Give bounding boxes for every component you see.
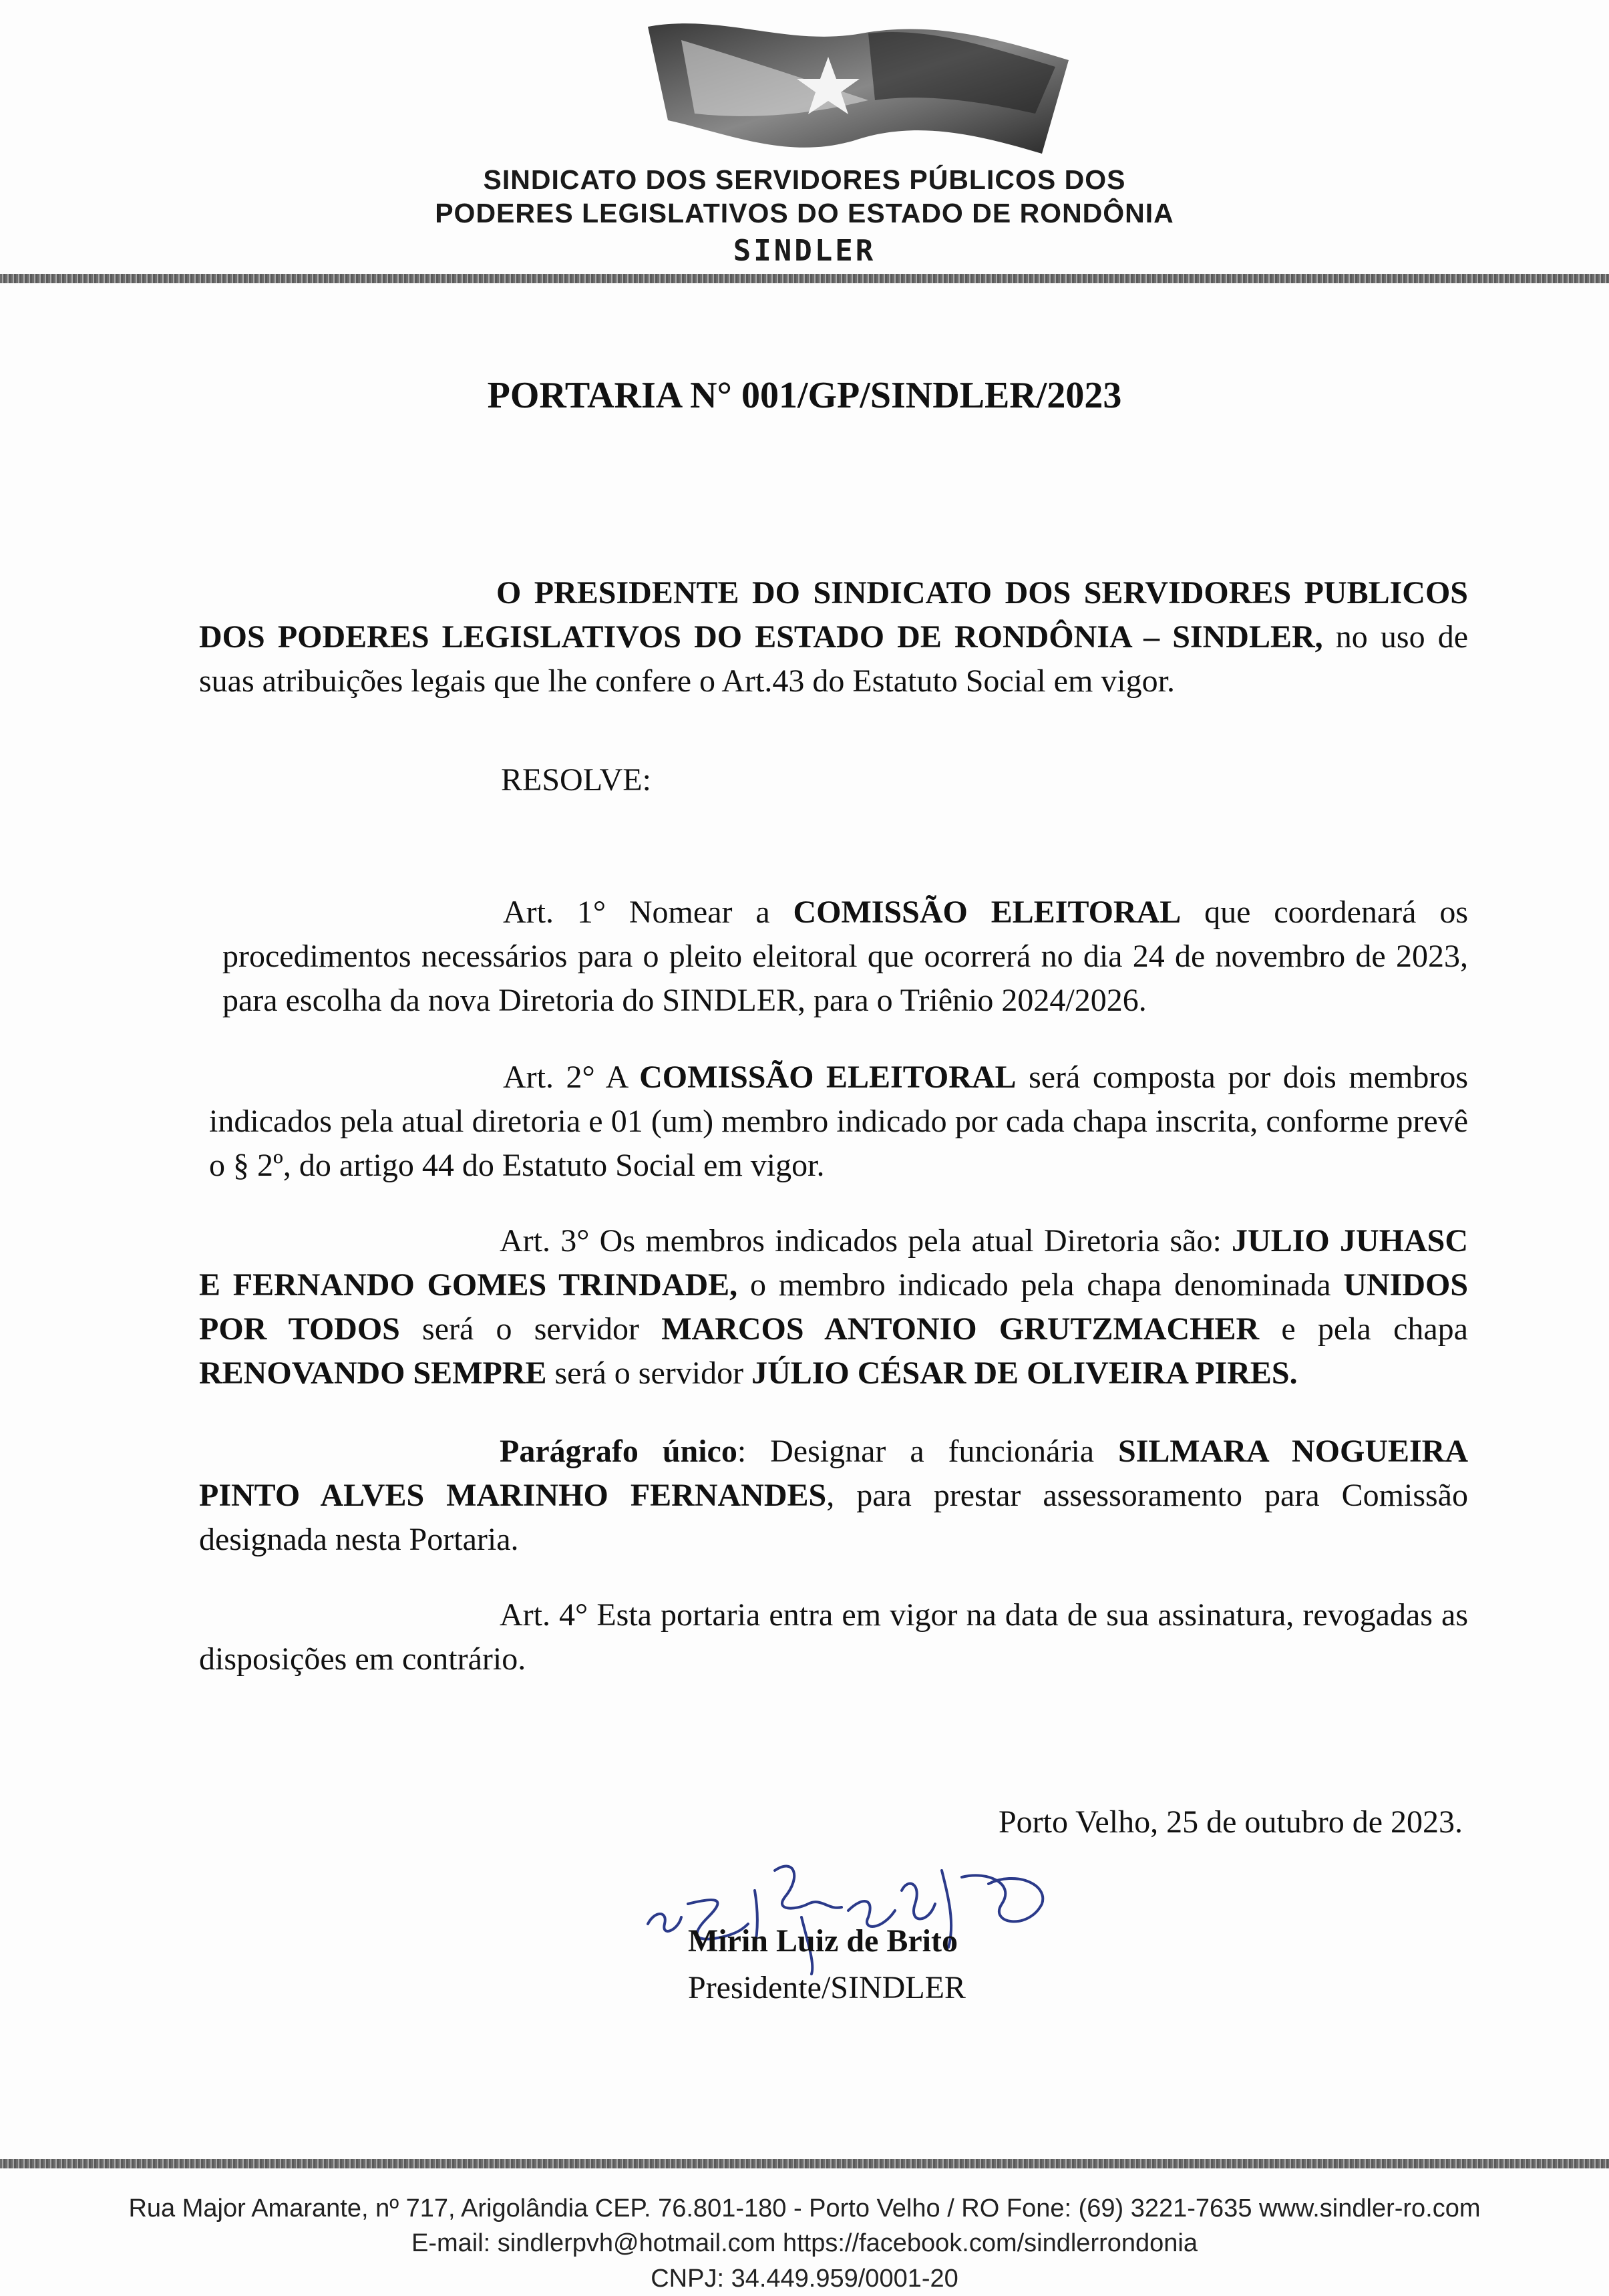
article-4 [199,1593,1468,1681]
art3-text4: será o servidor [546,1355,752,1391]
org-acronym: SINDLER [733,234,876,268]
footer-cnpj: CNPJ: 34.449.959/0001-20 [651,2265,958,2293]
rondonia-flag-icon [641,20,1082,160]
art3-text3: e pela chapa [1259,1311,1468,1347]
art2-bold: COMISSÃO ELEITORAL [639,1059,1017,1095]
art4-text: Art. 4° Esta portaria entra em vigor na data de sua assinatura, revogadas as disposições em contrário. [199,1597,1468,1677]
art1-bold: COMISSÃO ELEITORAL [793,894,1182,930]
article-1 [222,890,1468,1023]
article-3 [199,1219,1468,1396]
org-name-line2: PODERES LEGISLATIVOS DO ESTADO DE RONDÔNIA [435,198,1174,228]
org-name-line1: SINDICATO DOS SERVIDORES PÚBLICOS DOS [483,164,1126,195]
art3-chapa2: RENOVANDO SEMPRE [199,1355,547,1391]
document-date: Porto Velho, 25 de outubro de 2023. [998,1804,1463,1840]
signer-role: Presidente/SINDLER [688,1970,966,2005]
signer-name: Mirin Luiz de Brito [688,1923,958,1959]
paragrafo-text2: , para prestar assessoramento para Comissão designada nesta Portaria. [199,1478,1468,1557]
art3-members: JULIO JUHASC E FERNANDO GOMES TRINDADE, [199,1223,1469,1303]
art3-servidor2: JÚLIO CÉSAR DE OLIVEIRA PIRES. [751,1355,1298,1391]
paragrafo-name: SILMARA NOGUEIRA PINTO ALVES MARINHO FERNANDES [199,1434,1469,1513]
art3-prefix: Art. 3° Os membros indicados pela atual Diretoria são: [500,1223,1232,1259]
footer-contact: E-mail: sindlerpvh@hotmail.com https://facebook.com/sindlerrondonia [411,2229,1198,2257]
art1-prefix: Art. 1° Nomear a [503,894,793,930]
intro-bold: O PRESIDENTE DO SINDICATO DOS SERVIDORES PUBLICOS DOS PODERES LEGISLATIVOS DO ESTADO DE RONDÔNIA – SINDLER, [199,575,1468,655]
art1-text: que coordenará os procedimentos necessários para o pleito eleitoral que ocorrerá no dia 24 de novembro de 2023, para escolha da nova Diretoria do SINDLER, para o Triênio 2024/2026. [222,894,1468,1018]
intro-text: no uso de suas atribuições legais que lhe confere o Art.43 do Estatuto Social em vigor. [199,619,1469,699]
document-title: PORTARIA N° 001/GP/SINDLER/2023 [487,375,1122,416]
art3-text1: o membro indicado pela chapa denominada [737,1267,1344,1303]
art3-servidor1: MARCOS ANTONIO GRUTZMACHER [661,1311,1260,1347]
header-divider [0,274,1609,283]
paragrafo-unico [199,1430,1468,1562]
paragrafo-label: Parágrafo único [500,1434,737,1469]
article-2 [209,1055,1468,1188]
art2-prefix: Art. 2° A [503,1059,640,1095]
paragrafo-text1: : Designar a funcionária [737,1434,1119,1469]
footer-address: Rua Major Amarante, nº 717, Arigolândia CEP. 76.801-180 - Porto Velho / RO Fone: (69) 3221-7635 www.sindler-ro.com [128,2194,1481,2223]
footer-divider [0,2159,1609,2168]
art3-text2: será o servidor [399,1311,662,1347]
resolve-heading: RESOLVE: [501,762,651,798]
intro-paragraph [199,571,1468,703]
art2-text: será composta por dois membros indicados pela atual diretoria e 01 (um) membro indicado por cada chapa inscrita, conforme prevê o § 2º, do artigo 44 do Estatuto Social em vigor. [209,1059,1468,1183]
art3-chapa1: UNIDOS POR TODOS [199,1267,1469,1347]
